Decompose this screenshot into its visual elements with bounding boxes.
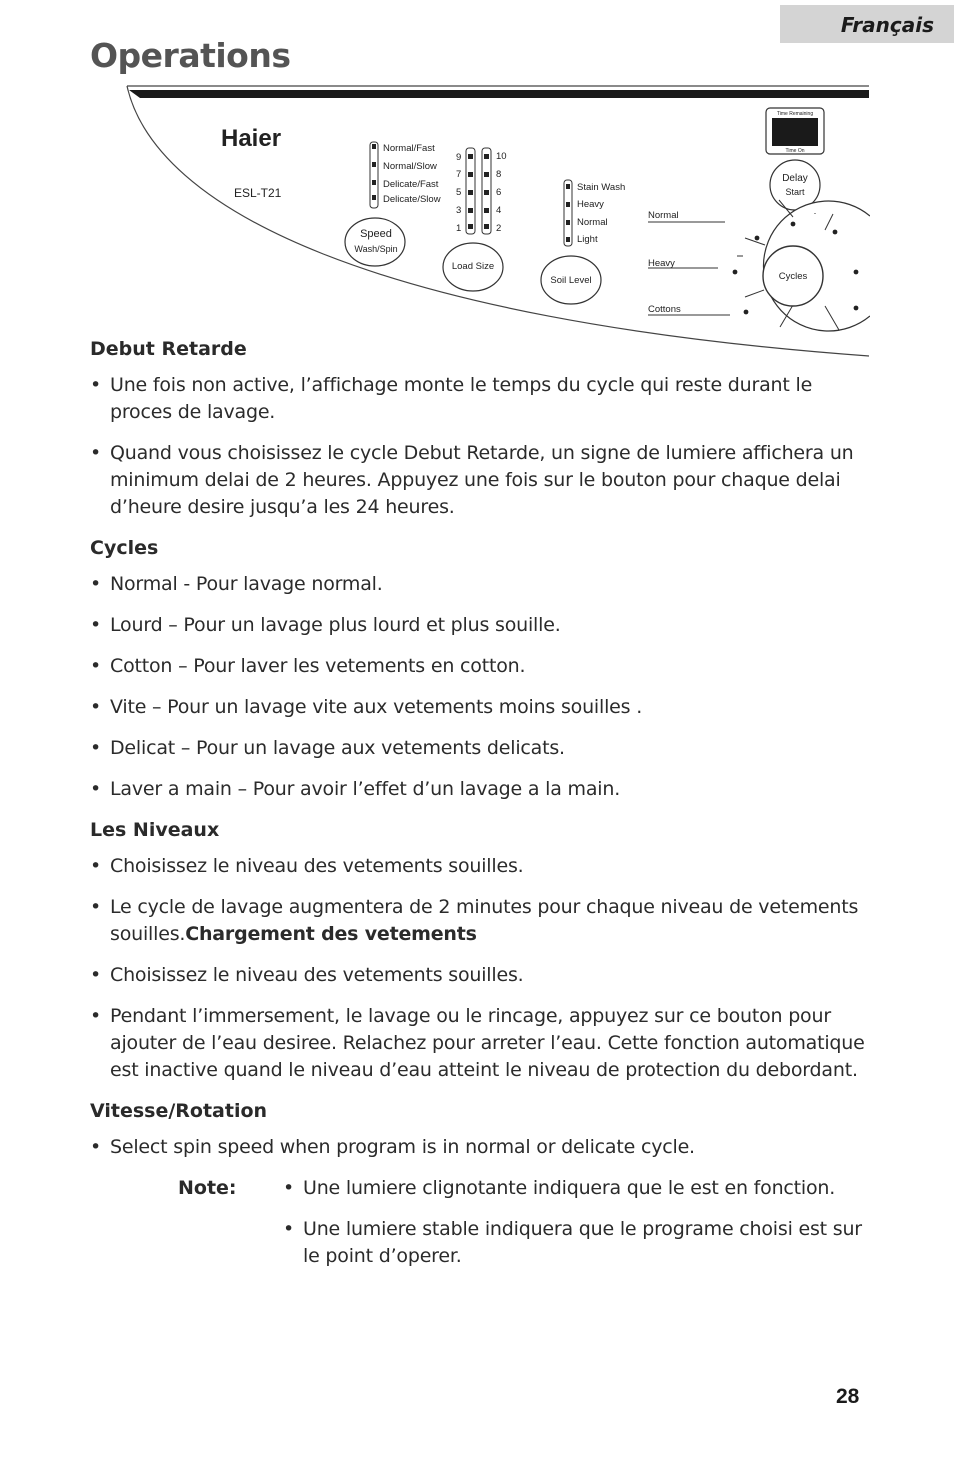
soil-option: Stain Wash [577,182,626,193]
instructions-body [90,336,870,1284]
control-panel-illustration [125,80,870,360]
load-size-button-label: Load Size [451,261,495,272]
soil-level-button-label: Soil Level [550,275,592,286]
load-level-number: 2 [496,223,502,234]
load-level-number: 8 [496,169,502,180]
delay-button-sublabel: Start [785,187,805,197]
note-label: Note: [178,1177,237,1199]
note-block [90,1175,870,1270]
list-item [90,894,870,948]
list-item: • Choisissez le niveau des vetements souilles. [90,853,870,880]
cycles-button[interactable] [763,246,823,306]
list-item: • Delicat – Pour un lavage aux vetements delicats. [90,735,870,762]
section-heading-niveaux: Les Niveaux [90,819,220,841]
load-level-number: 6 [496,187,502,198]
list-item: • Cotton – Pour laver les vetements en cotton. [90,653,870,680]
model-label: ESL-T21 [234,186,282,200]
list-item: • Quand vous choisissez le cycle Debut Retarde, un signe de lumiere affichera un minimum delai de 2 heures. Appuyez une fois sur le bouton pour chaque delai d’heure desire jusqu’a les 24 heures. [90,440,870,521]
speed-indicator-list [370,142,441,208]
cycle-labels [648,210,730,315]
load-level-number: 7 [456,169,462,180]
speed-button-sublabel: Wash/Spin [354,244,398,254]
subheading-chargement: Chargement des vetements [185,923,477,945]
list-item: • Pendant l’immersement, le lavage ou le rincage, appuyez sur ce bouton pour ajouter de l’eau desiree. Relachez pour arreter l’eau. Cette fonction automatique est inactive quand le niveau d’eau atteint le niveau de protection du debordant. [90,1003,870,1084]
time-remaining-label: Time Remaining [776,111,814,117]
list-item: • Vite – Pour un lavage vite aux vetements moins souilles . [90,694,870,721]
speed-option: Normal/Fast [383,143,435,154]
load-level-number: 10 [496,151,507,162]
list-item: • Select spin speed when program is in normal or delicate cycle. [90,1134,870,1161]
list-item-text: Le cycle de lavage augmentera de 2 minutes pour chaque niveau de vetements souilles. [110,896,859,945]
delay-button-label: Delay [782,173,808,184]
page-number: 28 [836,1385,860,1408]
load-size-button[interactable] [443,243,503,291]
speed-option: Delicate/Fast [383,179,439,190]
load-level-number: 1 [456,223,462,234]
load-level-number: 3 [456,205,462,216]
load-level-number: 9 [456,152,462,163]
cycle-label-cottons: Cottons [648,304,681,315]
section-heading-cycles: Cycles [90,537,159,559]
list-item: • Lourd – Pour un lavage plus lourd et plus souille. [90,612,870,639]
list-item: • Laver a main – Pour avoir l’effet d’un lavage a la main. [90,776,870,803]
soil-level-indicator-list [564,180,625,246]
list-item: • Choisissez le niveau des vetements souilles. [90,962,870,989]
note-item: • Une lumiere clignotante indiquera que le est en fonction. [283,1175,870,1202]
time-display [766,108,824,154]
language-tab: Français [780,5,954,43]
section-heading-debut-retarde: Debut Retarde [90,338,247,360]
cycle-label-heavy: Heavy [648,258,675,269]
speed-button-label: Speed [360,228,392,240]
soil-level-button[interactable] [541,256,601,304]
cycle-label-normal: Normal [648,210,679,221]
speed-option: Delicate/Slow [383,194,441,205]
note-item: • Une lumiere stable indiquera que le programe choisi est sur le point d’operer. [283,1216,870,1270]
soil-option: Light [577,234,598,245]
load-size-indicator-list [456,148,507,234]
list-item: • Normal - Pour lavage normal. [90,571,870,598]
soil-option: Heavy [577,199,604,210]
soil-option: Normal [577,217,608,228]
list-item: • Une fois non active, l’affichage monte le temps du cycle qui reste durant le proces de lavage. [90,372,870,426]
load-level-number: 4 [496,205,502,216]
cycles-button-label: Cycles [778,271,808,282]
time-on-label: Time On [785,148,805,154]
page-title: Operations [90,36,291,75]
speed-option: Normal/Slow [383,161,437,172]
section-heading-vitesse: Vitesse/Rotation [90,1100,268,1122]
speed-button[interactable] [345,218,405,266]
brand-logo: Haier [221,125,282,152]
load-level-number: 5 [456,187,462,198]
